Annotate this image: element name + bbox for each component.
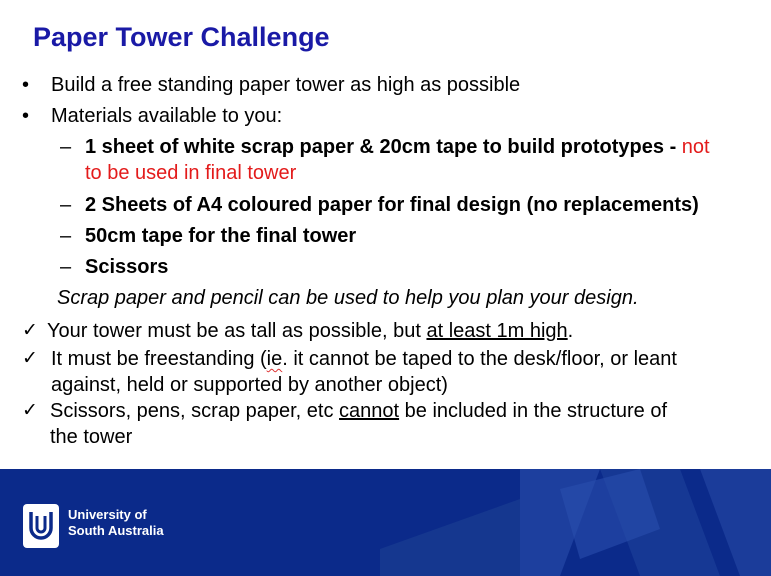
rule-height xyxy=(47,318,573,344)
dash-glyph: – xyxy=(60,194,72,216)
dash-glyph: – xyxy=(60,225,72,247)
rule-freestanding xyxy=(51,346,677,372)
university-logo-icon xyxy=(23,504,59,548)
university-name-line1: University of xyxy=(68,507,147,522)
university-name xyxy=(68,507,164,539)
university-name-line2: South Australia xyxy=(68,523,164,538)
warning-text: not xyxy=(681,136,710,158)
rule-structure-emphasis: cannot xyxy=(339,400,400,422)
bullet-build-tower: Build a free standing paper tower as high as possible xyxy=(51,74,521,96)
planning-note: Scrap paper and pencil can be used to help you plan your design. xyxy=(57,287,639,309)
material-item-scissors: Scissors xyxy=(85,256,169,278)
dash-glyph: – xyxy=(60,136,72,158)
rule-height-period: . xyxy=(567,320,574,342)
rule-height-text: Your tower must be as tall as possible, but xyxy=(47,320,427,342)
material-item-a4-sheets: 2 Sheets of A4 coloured paper for final design (no replacements) xyxy=(85,194,699,216)
rule-structure xyxy=(50,398,667,424)
rule-height-emphasis: at least 1m high xyxy=(426,320,568,342)
check-icon: ✓ xyxy=(22,348,38,369)
rule-structure-text-2: be included in the structure of xyxy=(399,400,668,422)
check-icon: ✓ xyxy=(22,320,38,341)
bullet-glyph: • xyxy=(22,74,30,96)
rule-freestanding-text: It must be freestanding ( xyxy=(51,348,267,370)
footer-banner xyxy=(0,469,771,576)
bullet-materials: Materials available to you: xyxy=(51,105,283,127)
rule-structure-continued: the tower xyxy=(50,426,133,448)
warning-text-continued: to be used in final tower xyxy=(85,162,297,184)
bullet-glyph: • xyxy=(22,105,30,127)
rule-freestanding-text-2: . it cannot be taped to the desk/floor, or leant xyxy=(282,348,677,370)
material-item-tape: 50cm tape for the final tower xyxy=(85,225,357,247)
rule-structure-text: Scissors, pens, scrap paper, etc xyxy=(50,400,340,422)
spellcheck-word: ie xyxy=(266,348,283,370)
dash-glyph: – xyxy=(60,256,72,278)
footer-stripe xyxy=(380,499,520,576)
material-item-scrap-paper-text: 1 sheet of white scrap paper & 20cm tape to build prototypes - xyxy=(85,136,682,158)
check-icon: ✓ xyxy=(22,400,38,421)
rule-freestanding-continued: against, held or supported by another object) xyxy=(51,374,448,396)
material-item-scrap-paper xyxy=(85,134,710,160)
slide-title: Paper Tower Challenge xyxy=(33,22,330,52)
